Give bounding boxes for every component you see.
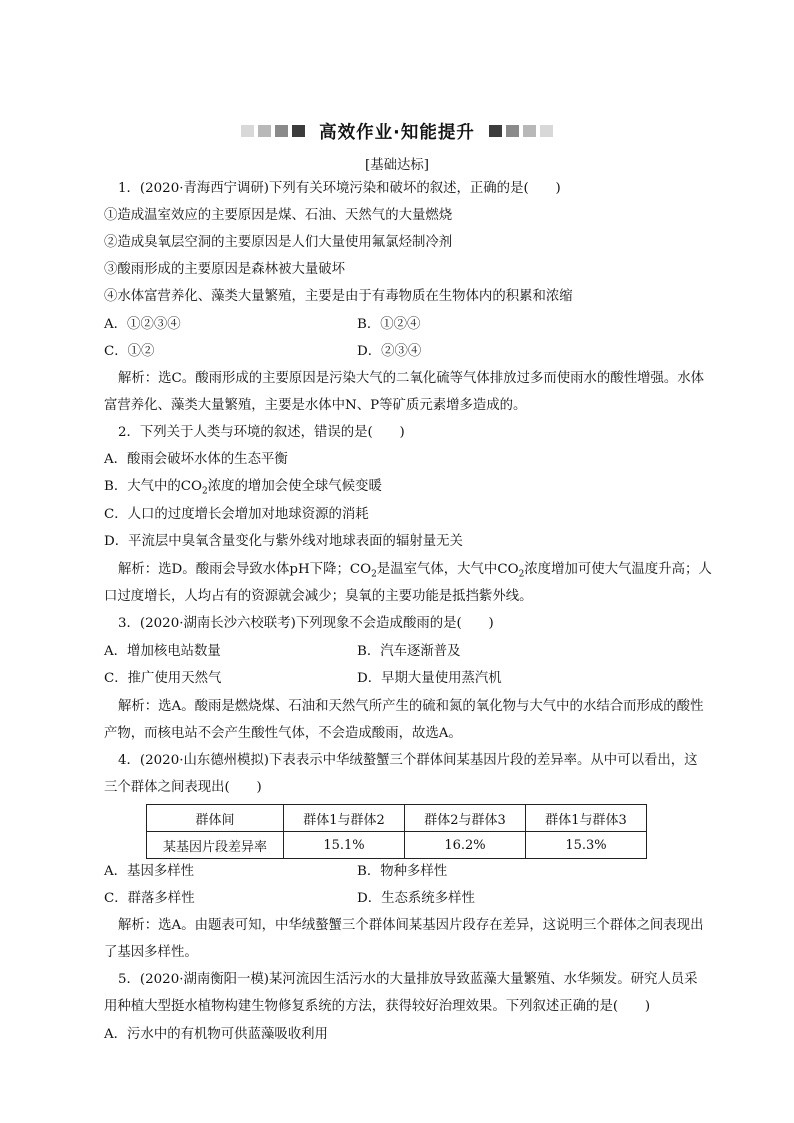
q2-analysis-mid: 是温室气体，大气中CO (376, 562, 519, 577)
q1-option-c: C．①② (104, 344, 155, 359)
q4-analysis-line-2: 了基因多样性。 (104, 945, 198, 960)
q2-option-d: D．平流层中臭氧含量变化与紫外线对地球表面的辐射量无关 (104, 534, 463, 549)
decor-square (241, 125, 254, 137)
q5-stem-line-2: 用种植大型挺水植物构建生物修复系统的方法，获得较好治理效果。下列叙述正确的是( ) (104, 999, 651, 1014)
q2-option-a: A．酸雨会破坏水体的生态平衡 (104, 452, 288, 467)
table-cell: 某基因片段差异率 (147, 832, 284, 859)
q3-option-d: D．早期大量使用蒸汽机 (357, 671, 502, 686)
q2-option-c: C．人口的过度增长会增加对地球资源的消耗 (104, 507, 369, 522)
subscript: 2 (518, 569, 525, 580)
q3-option-c: C．推广使用天然气 (104, 671, 222, 686)
q2-analysis-post: 浓度增加可使大气温度升高；人 (524, 562, 712, 577)
decor-square (258, 125, 271, 137)
table-header-cell: 群体间 (147, 805, 284, 832)
q2-option-b (104, 478, 382, 501)
gene-difference-table (146, 804, 647, 859)
q1-option-b: B．①②④ (357, 317, 421, 332)
q5-stem-line-1: 5．(2020·湖南衡阳一模)某河流因生活污水的大量排放导致蓝藻大量繁殖、水华频发。研究人员采 (118, 972, 698, 987)
q4-option-d: D．生态系统多样性 (357, 891, 475, 906)
table-header-cell: 群体2与群体3 (405, 805, 526, 832)
section-subtitle: [基础达标] (364, 158, 429, 173)
q1-stem: 1．(2020·青海西宁调研)下列有关环境污染和破坏的叙述，正确的是( ) (118, 181, 561, 196)
q1-item-2: ②造成臭氧层空洞的主要原因是人们大量使用氟氯烃制冷剂 (104, 235, 453, 250)
decor-square (506, 125, 519, 137)
decor-square (292, 125, 305, 137)
q4-stem-line-2: 三个群体之间表现出( ) (104, 780, 262, 795)
q4-option-a: A．基因多样性 (104, 864, 195, 879)
right-decor-squares (489, 125, 553, 137)
q1-option-d: D．②③④ (357, 344, 422, 359)
q3-analysis-line-2: 产物，而核电站不会产生酸性气体，不会造成酸雨，故选A。 (104, 726, 462, 741)
q5-option-a: A．污水中的有机物可供蓝藻吸收利用 (104, 1027, 328, 1042)
q2-analysis-line-2: 口过度增长，人均占有的资源就会减少；臭氧的主要功能是抵挡紫外线。 (104, 589, 533, 604)
table-cell: 16.2% (405, 832, 526, 859)
q1-option-a: A．①②③④ (104, 317, 181, 332)
decor-square (489, 125, 502, 137)
header-title-row (0, 118, 794, 144)
table-cell: 15.1% (284, 832, 405, 859)
q1-item-4: ④水体富营养化、藻类大量繁殖，主要是由于有毒物质在生物体内的积累和浓缩 (104, 289, 573, 304)
page-title: 高效作业·知能提升 (319, 122, 475, 143)
decor-square (523, 125, 536, 137)
subscript: 2 (202, 486, 208, 497)
q3-option-a: A．增加核电站数量 (104, 644, 221, 659)
q1-item-3: ③酸雨形成的主要原因是森林被大量破坏 (104, 262, 346, 277)
table-header-cell: 群体1与群体2 (284, 805, 405, 832)
q4-option-b: B．物种多样性 (357, 864, 448, 879)
q2-option-b-post: 浓度的增加会使全球气候变暖 (207, 479, 382, 494)
q3-analysis-line-1: 解析：选A。酸雨是燃烧煤、石油和天然气所产生的硫和氮的氧化物与大气中的水结合而形成的酸性 (118, 699, 704, 714)
q2-analysis-line-1 (118, 561, 712, 584)
q3-option-b: B．汽车逐渐普及 (357, 644, 461, 659)
q4-stem-line-1: 4．(2020·山东德州模拟)下表表示中华绒螯蟹三个群体间某基因片段的差异率。从中可以看出，这 (118, 753, 698, 768)
q4-analysis-line-1: 解析：选A。由题表可知，中华绒螯蟹三个群体间某基因片段存在差异，这说明三个群体之间表现出 (118, 918, 704, 933)
q3-stem: 3．(2020·湖南长沙六校联考)下列现象不会造成酸雨的是( ) (118, 616, 494, 631)
table-header-cell: 群体1与群体3 (526, 805, 647, 832)
q1-item-1: ①造成温室效应的主要原因是煤、石油、天然气的大量燃烧 (104, 208, 453, 223)
q2-stem: 2．下列关于人类与环境的叙述，错误的是( ) (118, 425, 405, 440)
q4-option-c: C．群落多样性 (104, 891, 195, 906)
decor-square (540, 125, 553, 137)
q2-option-b-pre: B．大气中的CO (104, 479, 203, 494)
table-row (147, 832, 647, 859)
subscript: 2 (371, 569, 377, 580)
left-decor-squares (241, 125, 305, 137)
q2-analysis-pre: 解析：选D。酸雨会导致水体pH下降；CO (118, 562, 372, 577)
decor-square (275, 125, 288, 137)
q1-analysis-line-2: 富营养化、藻类大量繁殖，主要是水体中N、P等矿质元素增多造成的。 (104, 398, 527, 413)
table-header-row (147, 805, 647, 832)
table-cell: 15.3% (526, 832, 647, 859)
q1-analysis-line-1: 解析：选C。酸雨形成的主要原因是污染大气的二氧化硫等气体排放过多而使雨水的酸性增强。水体 (118, 371, 705, 386)
